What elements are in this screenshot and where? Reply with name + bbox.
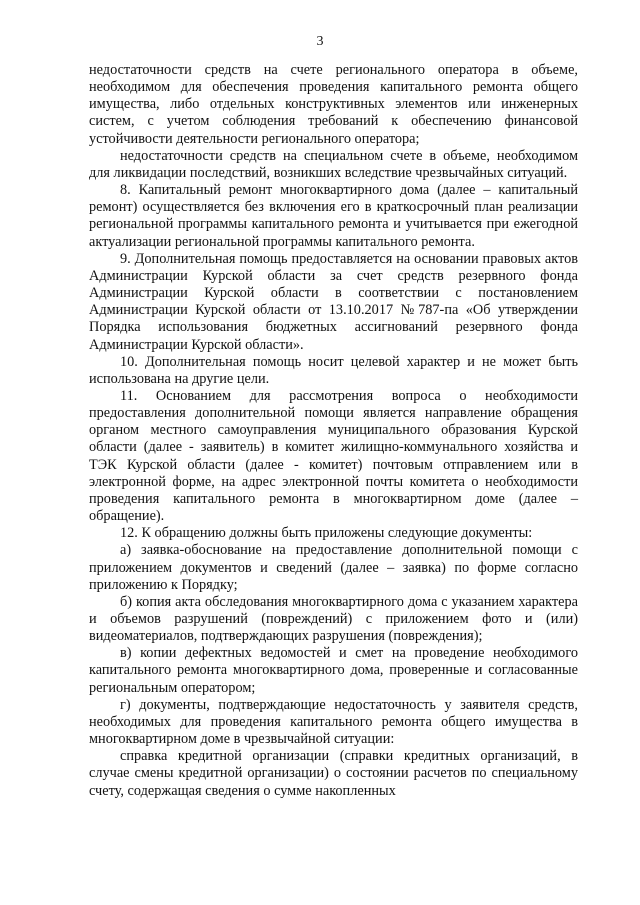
paragraph-item-12a: а) заявка-обоснование на предоставление дополнительной помощи с приложением документов и сведений (далее – заявка) по форме согласно приложению к Порядку; — [89, 542, 578, 593]
paragraph-special-account-insufficiency: недостаточности средств на специальном счете в объеме, необходимом для ликвидации последствий, возникших вследствие чрезвычайных ситуаций. — [89, 147, 578, 181]
paragraph-item-10: 10. Дополнительная помощь носит целевой характер и не может быть использована на другие цели. — [89, 353, 578, 387]
paragraph-item-11: 11. Основанием для рассмотрения вопроса о необходимости предоставления дополнительной помощи является направление обращения органом местного самоуправления муниципального образования Курской области (далее - заявитель) в комитет жилищно-коммунального хозяйства и ТЭК Курской области (далее - комитет) почтовым отправлением или в электронной форме, на адрес электронной почты комитета о необходимости проведения капитального ремонта в многоквартирном доме (далее – обращение). — [89, 387, 578, 525]
paragraph-bank-statement: справка кредитной организации (справки кредитных организаций, в случае смены кредитной организации) о состоянии расчетов по специальному счету, содержащая сведения о сумме накопленных — [89, 748, 578, 799]
paragraph-regional-operator-insufficiency: недостаточности средств на счете регионального оператора в объеме, необходимом для обеспечения проведения капитального ремонта общего имущества, либо отдельных конструктивных элементов или инженерных систем, с учетом соблюдения требований к обеспечению финансовой устойчивости деятельности регионального оператора; — [89, 62, 578, 147]
paragraph-item-12b: б) копия акта обследования многоквартирного дома с указанием характера и объемов разрушений (повреждений) с приложением фото и (или) видеоматериалов, подтверждающих разрушения (повреждения); — [89, 593, 578, 645]
paragraph-item-8: 8. Капитальный ремонт многоквартирного дома (далее – капитальный ремонт) осуществляется без включения его в краткосрочный план реализации региональной программы капитального ремонта и учитывается при ежегодной актуализации региональной программы капитального ремонта. — [89, 182, 578, 250]
paragraph-item-12: 12. К обращению должны быть приложены следующие документы: — [120, 525, 533, 542]
paragraph-item-9: 9. Дополнительная помощь предоставляется на основании правовых актов Администрации Курской области за счет средств резервного фонда Администрации Курской области в соответствии с постановлением Администрации Курской области от 13.10.2017 №787-па «Об утверждении Порядка использования бюджетных ассигнований резервного фонда Администрации Курской области». — [89, 250, 578, 353]
paragraph-item-12g: г) документы, подтверждающие недостаточность у заявителя средств, необходимых для проведения капитального ремонта общего имущества в многоквартирном доме в чрезвычайной ситуации: — [89, 696, 578, 748]
document-body — [89, 62, 578, 800]
paragraph-item-12v: в) копии дефектных ведомостей и смет на проведение необходимого капитального ремонта многоквартирного дома, проверенные и согласованные региональным оператором; — [89, 645, 578, 696]
page-number: 3 — [316, 34, 324, 49]
